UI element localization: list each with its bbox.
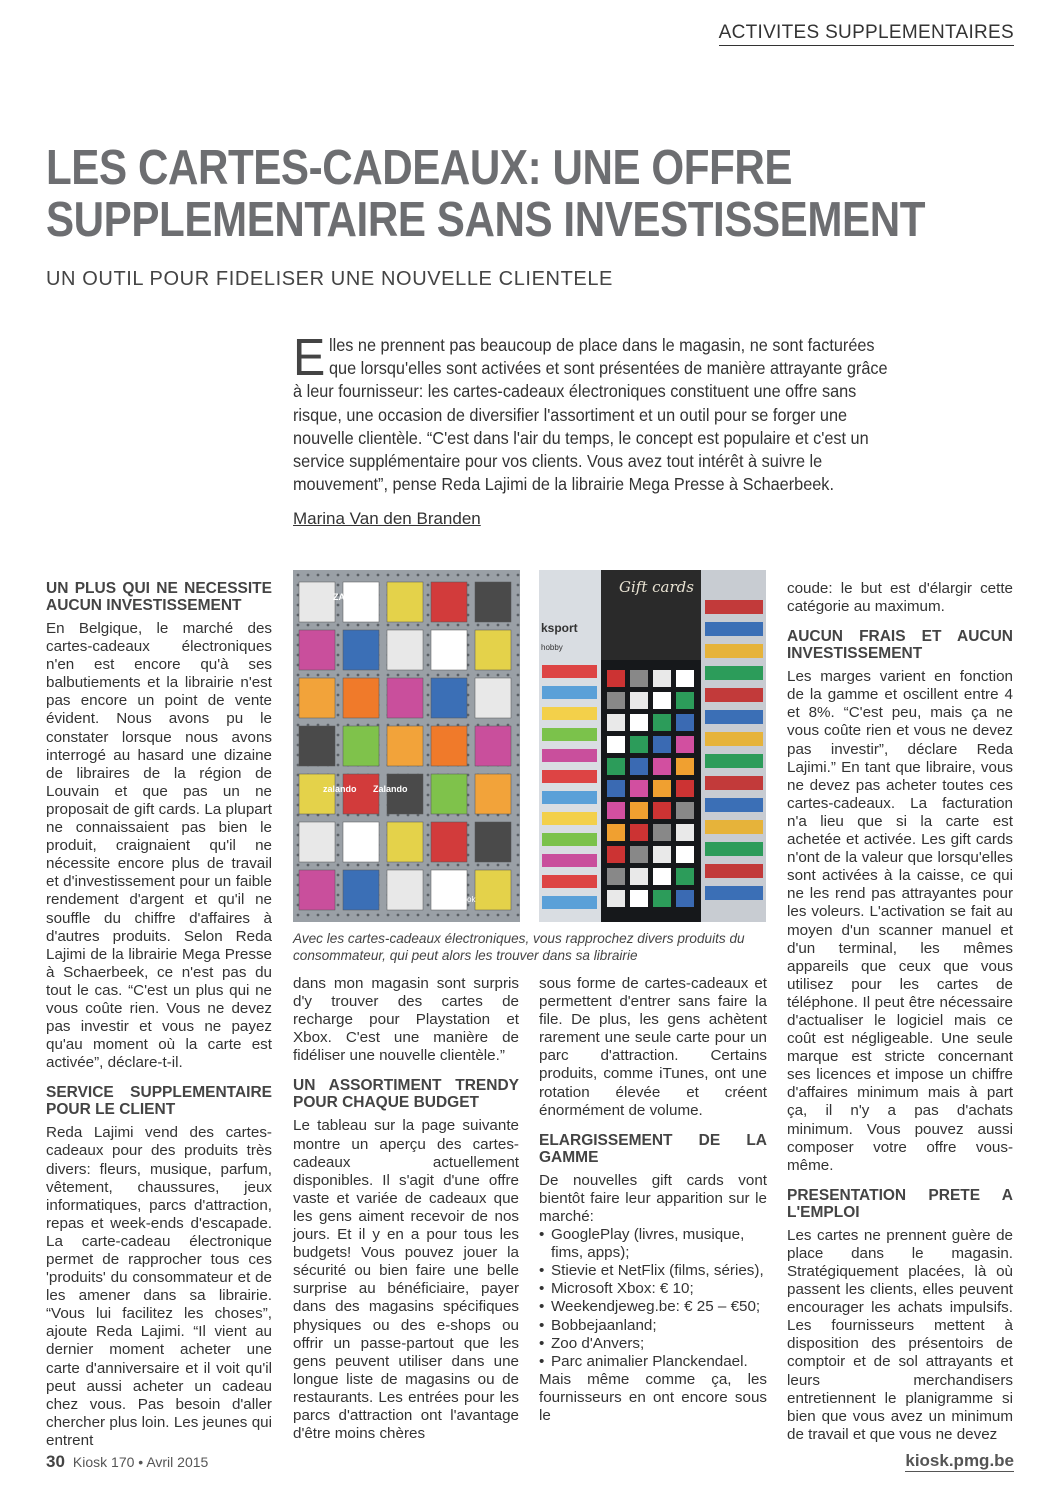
photo2-label: hobby (541, 643, 563, 652)
magazine-rack (542, 665, 597, 678)
giftcard-pack (653, 846, 671, 863)
giftcard-pack (475, 870, 511, 910)
giftcard-pack (607, 824, 625, 841)
giftcard-pack (607, 692, 625, 709)
giftcard-pack (387, 870, 423, 910)
magazine-rack (542, 854, 597, 867)
giftcard-pack (676, 670, 694, 687)
shelf-products (705, 666, 763, 680)
giftcard-pack (607, 802, 625, 819)
shelf-products (705, 644, 763, 658)
shelf-products (705, 600, 763, 614)
giftcard-pack (607, 890, 625, 907)
paragraph: En Belgique, le marché des cartes-cadeaux électroniques n'en est encore qu'à ses balbutiements et la librairie n'est pas encore un point de vente évident. Nous avons pu le constater lorsque nous avons interrogé au hasard une dizaine de libraires de la région de Louvain et que pas un ne proposait de gift cards. La plupart ne connaissaient pas bien le produit, craignaient qu'il ne nécessite encore plus de travail et d'investissement pour un faible rendement d'argent et qu'il ne souffle du chiffre d'affaires à d'autres produits. Selon Reda Lajimi de la librairie Mega Presse à Schaerbeek, ce n'est pas du tout le cas. “C'est un plus qui ne vous coûte rien. Vous ne devez pas investir et vous ne payez qu'au moment où la carte est activée”, déclare-t-il. (46, 620, 272, 1072)
heading-trendy-assortment: UN ASSORTIMENT TRENDY POUR CHAQUE BUDGET (293, 1077, 519, 1112)
giftcard-pack (387, 726, 423, 766)
magazine-rack (542, 812, 597, 825)
photo-giftcard-wall (293, 570, 520, 922)
giftcard-pack (630, 802, 648, 819)
gift-cards-sign: Gift cards (619, 578, 694, 596)
giftcard-pack (299, 678, 335, 718)
giftcard-pack (607, 758, 625, 775)
drop-cap: E (293, 329, 326, 387)
magazine-rack (542, 770, 597, 783)
giftcard-pack (431, 822, 467, 862)
list-item: • Microsoft Xbox: € 10; (539, 1280, 767, 1298)
giftcard-pack (607, 736, 625, 753)
giftcard-pack (343, 678, 379, 718)
giftcard-pack (653, 670, 671, 687)
page-number: 30 (46, 1452, 65, 1471)
giftcard-pack (676, 868, 694, 885)
paragraph: coude: le but est d'élargir cette catégorie au maximum. (787, 580, 1013, 616)
list-item: • Weekendjeweg.be: € 25 – €50; (539, 1298, 767, 1316)
giftcard-pack (299, 822, 335, 862)
giftcard-pack (431, 870, 467, 910)
paragraph: Le tableau sur la page suivante montre un aperçu des cartes-cadeaux actuellement disponibles. Il s'agit d'une offre vaste et variée de cadeaux que les gens aiment recevoir de nos jours. Et il y en a pour tous les budgets! Vous pouvez jouer la sécurité ou bien faire une belle surprise au bénéficiaire, payer dans des magasins spécifiques physiques ou des e-shops ou offrir un passe-partout que les gens peuvent utiliser dans une longue liste de magasins ou de restaurants. Les entrées pour les parcs d'attraction ont l'avantage d'être moins chères (293, 1117, 519, 1443)
giftcard-pack (607, 846, 625, 863)
giftcard-pack (299, 870, 335, 910)
shelf-products (705, 842, 763, 856)
giftcard-pack (653, 868, 671, 885)
giftcard-pack (653, 758, 671, 775)
giftcard-pack (387, 774, 423, 814)
giftcard-pack (607, 714, 625, 731)
footer-issue (46, 1452, 208, 1472)
magazine-rack (542, 686, 597, 699)
shelf-products (705, 732, 763, 746)
giftcard-pack (676, 714, 694, 731)
list-item: • Stievie et NetFlix (films, séries), (539, 1262, 767, 1280)
giftcard-pack (431, 774, 467, 814)
photo2-label: ksport (541, 621, 578, 635)
giftcard-pack (475, 822, 511, 862)
giftcard-pack (387, 582, 423, 622)
intro-text: lles ne prennent pas beaucoup de place dans le magasin, ne sont facturées que lorsqu'elles sont activées et sont présentées de manière attrayante grâce à leur fournisseur: les cartes-cadeaux électroniques constituent une offre sans risque, une occasion de diversifier l'assortiment et un outil pour se forger une nouvelle clientèle. “C'est dans l'air du temps, le concept est populaire et c'est un service supplémentaire pour vos clients. Vous avez tout intérêt à suivre le mouvement”, pense Reda Lajimi de la librairie Mega Presse à Schaerbeek. (293, 335, 888, 495)
shelf-products (705, 798, 763, 812)
giftcard-pack (387, 822, 423, 862)
shelf-products (705, 710, 763, 724)
heading-range-expansion: ELARGISSEMENT DE LA GAMME (539, 1131, 767, 1166)
giftcard-pack (343, 726, 379, 766)
giftcard-pack (607, 670, 625, 687)
paragraph: sous forme de cartes-cadeaux et permettent d'entrer sans faire la file. De plus, les gens achètent rarement une seule carte pour un parc d'attraction. Certains produits, comme iTunes, ont une rotation élevée et créent énormément de volume. (539, 975, 767, 1119)
giftcard-pack (630, 758, 648, 775)
giftcard-pack (630, 846, 648, 863)
giftcard-pack (653, 824, 671, 841)
giftcard-pack (299, 774, 335, 814)
giftcard-pack (653, 802, 671, 819)
giftcard-pack (653, 780, 671, 797)
article-title (46, 141, 926, 247)
photo1-label: Zalando (373, 784, 408, 794)
list-item: • GooglePlay (livres, musique, fims, apps); (539, 1226, 767, 1262)
shelf-products (705, 864, 763, 878)
giftcard-pack (676, 780, 694, 797)
giftcard-pack (607, 868, 625, 885)
new-giftcards-list (539, 1226, 767, 1371)
shelf-products (705, 820, 763, 834)
giftcard-pack (607, 780, 625, 797)
giftcard-pack (653, 890, 671, 907)
giftcard-pack (630, 714, 648, 731)
shelf-products (705, 754, 763, 768)
giftcard-pack (630, 670, 648, 687)
giftcard-pack (299, 630, 335, 670)
magazine-rack (542, 791, 597, 804)
magazine-rack (542, 728, 597, 741)
giftcard-pack (431, 582, 467, 622)
giftcard-pack (431, 726, 467, 766)
giftcard-pack (475, 582, 511, 622)
shelf-products (705, 622, 763, 636)
shelf-products (705, 688, 763, 702)
paragraph: Les marges varient en fonction de la gamme et oscillent entre 4 et 8%. “C'est peu, mais ça ne vous coûte rien et vous ne devez pas investir”, déclare Reda Lajimi.” En tant que libraire, vous ne devez pas acheter toutes ces cartes-cadeaux. La facturation n'a lieu que si la carte est achetée et activée. Les gift cards n'ont de la valeur que lorsqu'elles sont activées à la caisse, ce qui ne les rend pas attrayantes pour les voleurs. L'activation se fait au moyen d'un scanner manuel et d'un terminal, les mêmes appareils que ceux que vous utilisez pour les cartes de téléphone. Il peut être nécessaire d'actualiser le logiciel mais ce coût est négligeable. Une seule marque est stricte concernant ses licences et impose un chiffre d'affaires minimum mais à part ça, il n'y a pas d'achats minimum. Vous pouvez aussi composer votre offre vous-même. (787, 668, 1013, 1174)
column-1 (46, 580, 272, 1450)
magazine-rack (542, 749, 597, 762)
article-subtitle: UN OUTIL POUR FIDELISER UNE NOUVELLE CLIENTELE (46, 268, 613, 290)
paragraph: Reda Lajimi vend des cartes-cadeaux pour des produits très divers: fleurs, musique, parfum, vêtement, chaussures, jeux informatiques, parcs d'attraction, repas et week-ends d'escapade. La carte-cadeau électronique permet de rapprocher tous ces 'produits' du consommateur et de les amener dans sa librairie. “Vous lui facilitez les choses”, ajoute Reda Lajimi. “Il vient au dernier moment acheter une carte d'anniversaire et il voit qu'il peut aussi acheter un cadeau chez vous. Pas besoin d'aller chercher plus loin. Les jeunes qui entrent (46, 1124, 272, 1449)
giftcard-pack (653, 736, 671, 753)
giftcard-pack (630, 692, 648, 709)
giftcard-pack (676, 802, 694, 819)
paragraph: Les cartes ne prennent guère de place dans le magasin. Stratégiquement placées, là où passent les clients, elles peuvent encourager les achats impulsifs. Les fournisseurs mettent à disposition des présentoirs de comptoir et de sol attrayants et leurs merchandisers entretiennent le planigramme si bien que vous avez un minimum de travail et que vous ne devez (787, 1226, 1013, 1443)
heading-no-fees: AUCUN FRAIS ET AUCUN INVESTISSEMENT (787, 628, 1013, 663)
photo-giftcard-display (539, 570, 766, 922)
giftcard-pack (343, 870, 379, 910)
column-3 (539, 975, 767, 1425)
giftcard-pack (676, 846, 694, 863)
magazine-rack (542, 875, 597, 888)
giftcard-pack (343, 822, 379, 862)
issue-info: Kiosk 170 • Avril 2015 (72, 1454, 209, 1470)
giftcard-pack (676, 736, 694, 753)
giftcard-pack (431, 678, 467, 718)
column-2 (293, 975, 519, 1443)
giftcard-pack (630, 824, 648, 841)
title-line-2: SUPPLEMENTAIRE SANS INVESTISSEMENT (46, 193, 926, 247)
giftcard-pack (676, 758, 694, 775)
giftcard-pack (343, 630, 379, 670)
heading-extra-service: SERVICE SUPPLEMENTAIRE POUR LE CLIENT (46, 1084, 272, 1119)
paragraph: Mais même comme ça, les fournisseurs en ont encore sous le (539, 1370, 767, 1424)
heading-no-investment: UN PLUS QUI NE NECESSITE AUCUN INVESTISSEMENT (46, 580, 272, 614)
photo1-label: zalando (323, 784, 357, 794)
giftcard-pack (475, 774, 511, 814)
paragraph: De nouvelles gift cards vont bientôt faire leur apparition sur le marché: (539, 1171, 767, 1225)
title-line-1: LES CARTES-CADEAUX: UNE OFFRE (46, 141, 793, 195)
list-item: • Zoo d'Anvers; (539, 1335, 767, 1353)
giftcard-pack (387, 678, 423, 718)
heading-ready-presentation: PRESENTATION PRETE A L'EMPLOI (787, 1186, 1013, 1221)
magazine-rack (542, 833, 597, 846)
giftcard-pack (431, 630, 467, 670)
giftcard-pack (630, 890, 648, 907)
giftcard-pack (653, 714, 671, 731)
giftcard-pack (676, 824, 694, 841)
giftcard-pack (343, 582, 379, 622)
photo1-label: ZALANDO (333, 592, 377, 602)
giftcard-pack (630, 868, 648, 885)
giftcard-pack (475, 678, 511, 718)
giftcard-pack (299, 582, 335, 622)
website-link[interactable]: kiosk.pmg.be (905, 1451, 1014, 1470)
shelf-products (705, 886, 763, 900)
giftcard-pack (630, 780, 648, 797)
magazine-rack (542, 896, 597, 909)
giftcard-pack (299, 726, 335, 766)
author-byline: Marina Van den Branden (293, 509, 481, 528)
magazine-rack (542, 707, 597, 720)
intro-paragraph (293, 329, 888, 496)
paragraph: dans mon magasin sont surpris d'y trouver des cartes de recharge pour Playstation et Xbox. C'est une manière de fidéliser une nouvelle clientèle.” (293, 975, 519, 1065)
giftcard-pack (387, 630, 423, 670)
section-label: ACTIVITES SUPPLEMENTAIRES (719, 22, 1014, 46)
giftcard-pack (343, 774, 379, 814)
photo1-label: facebook (443, 895, 476, 904)
giftcard-pack (475, 726, 511, 766)
giftcard-pack (630, 736, 648, 753)
list-item: • Parc animalier Planckendael. (539, 1353, 767, 1371)
giftcard-pack (676, 692, 694, 709)
giftcard-pack (475, 630, 511, 670)
shelf-products (705, 776, 763, 790)
column-4 (787, 580, 1013, 1444)
list-item: • Bobbejaanland; (539, 1317, 767, 1335)
photo-caption: Avec les cartes-cadeaux électroniques, vous rapprochez divers produits du consommateur, qui peut alors les trouver dans sa librairie (293, 931, 745, 963)
giftcard-pack (676, 890, 694, 907)
giftcard-pack (653, 692, 671, 709)
